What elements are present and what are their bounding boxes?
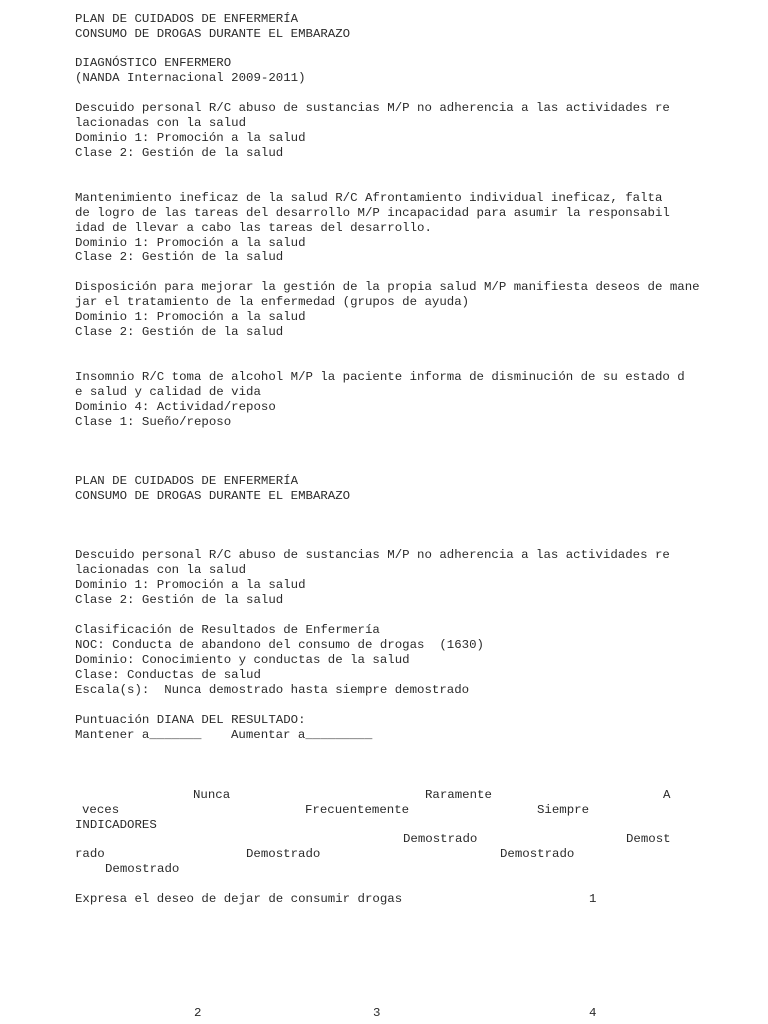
- noc-outcome: NOC: Conducta de abandono del consumo de drogas (1630): [75, 638, 484, 652]
- plan-subtitle-2: CONSUMO DE DROGAS DURANTE EL EMBARAZO: [75, 489, 351, 503]
- noc-diagnosis-line: Descuido personal R/C abuso de sustancias M/P no adherencia a las actividades re: [75, 548, 670, 562]
- diagnosis-4-class: Clase 1: Sueño/reposo: [75, 415, 232, 429]
- diagnosis-1-class: Clase 2: Gestión de la salud: [75, 146, 284, 160]
- diagnosis-3-class: Clase 2: Gestión de la salud: [75, 325, 284, 339]
- diagnosis-2-line: idad de llevar a cabo las tareas del desarrollo.: [75, 221, 432, 235]
- diagnosis-2-line: Mantenimiento ineficaz de la salud R/C Afrontamiento individual ineficaz, falta: [75, 191, 663, 205]
- plan-title: PLAN DE CUIDADOS DE ENFERMERÍA: [75, 12, 299, 26]
- diagnosis-heading: DIAGNÓSTICO ENFERMERO: [75, 56, 232, 70]
- diagnosis-3-domain: Dominio 1: Promoción a la salud: [75, 310, 306, 324]
- indicator-score-4[interactable]: 4: [589, 1006, 597, 1020]
- indicator-score-1[interactable]: 1: [589, 892, 597, 906]
- noc-classification: Clasificación de Resultados de Enfermería: [75, 623, 380, 637]
- scale-header-veces: veces: [82, 803, 120, 817]
- indicators-label: INDICADORES: [75, 818, 157, 832]
- scale-header-demostrado: Demostrado: [500, 847, 575, 861]
- diagnosis-2-line: de logro de las tareas del desarrollo M/P incapacidad para asumir la responsabil: [75, 206, 670, 220]
- diagnosis-1-line: lacionadas con la salud: [75, 116, 247, 130]
- diagnosis-4-domain: Dominio 4: Actividad/reposo: [75, 400, 276, 414]
- scale-header-siempre: Siempre: [537, 803, 590, 817]
- scale-header-rado: rado: [75, 847, 105, 861]
- diagnosis-3-line: jar el tratamiento de la enfermedad (grupos de ayuda): [75, 295, 470, 309]
- indicator-row-label: Expresa el deseo de dejar de consumir drogas: [75, 892, 403, 906]
- noc-diagnosis-domain: Dominio 1: Promoción a la salud: [75, 578, 306, 592]
- diagnosis-3-line: Disposición para mejorar la gestión de la propia salud M/P manifiesta deseos de mane: [75, 280, 700, 294]
- diagnosis-source: (NANDA Internacional 2009-2011): [75, 71, 306, 85]
- noc-diagnosis-class: Clase 2: Gestión de la salud: [75, 593, 284, 607]
- scale-header-demost: Demost: [626, 832, 671, 846]
- scale-header-raramente: Raramente: [425, 788, 492, 802]
- noc-class: Clase: Conductas de salud: [75, 668, 261, 682]
- diagnosis-1-domain: Dominio 1: Promoción a la salud: [75, 131, 306, 145]
- maintain-field[interactable]: Mantener a_______: [75, 728, 202, 742]
- scale-header-a: A: [663, 788, 671, 802]
- diagnosis-4-line: e salud y calidad de vida: [75, 385, 261, 399]
- target-score-heading: Puntuación DIANA DEL RESULTADO:: [75, 713, 306, 727]
- diagnosis-2-class: Clase 2: Gestión de la salud: [75, 250, 284, 264]
- scale-header-demostrado: Demostrado: [403, 832, 478, 846]
- scale-header-demostrado: Demostrado: [246, 847, 321, 861]
- diagnosis-2-domain: Dominio 1: Promoción a la salud: [75, 236, 306, 250]
- scale-header-nunca: Nunca: [193, 788, 231, 802]
- plan-subtitle: CONSUMO DE DROGAS DURANTE EL EMBARAZO: [75, 27, 351, 41]
- diagnosis-1-line: Descuido personal R/C abuso de sustancias M/P no adherencia a las actividades re: [75, 101, 670, 115]
- noc-diagnosis-line: lacionadas con la salud: [75, 563, 247, 577]
- diagnosis-4-line: Insomnio R/C toma de alcohol M/P la paciente informa de disminución de su estado d: [75, 370, 685, 384]
- indicator-score-3[interactable]: 3: [373, 1006, 381, 1020]
- scale-header-demostrado: Demostrado: [105, 862, 180, 876]
- plan-title-2: PLAN DE CUIDADOS DE ENFERMERÍA: [75, 474, 299, 488]
- noc-scale: Escala(s): Nunca demostrado hasta siempre demostrado: [75, 683, 470, 697]
- indicator-score-2[interactable]: 2: [194, 1006, 202, 1020]
- increase-field[interactable]: Aumentar a_________: [231, 728, 373, 742]
- scale-header-frecuentemente: Frecuentemente: [305, 803, 410, 817]
- noc-domain: Dominio: Conocimiento y conductas de la salud: [75, 653, 410, 667]
